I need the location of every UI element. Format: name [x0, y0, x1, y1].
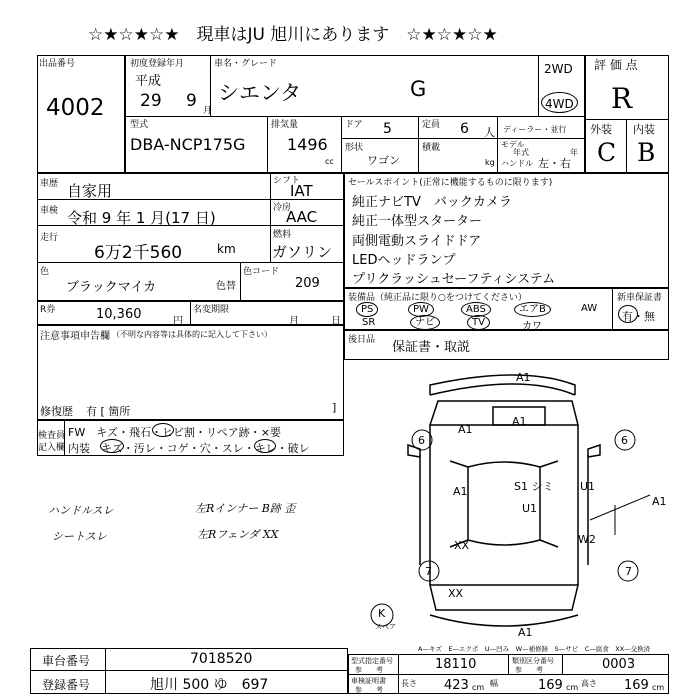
load-unit: kg	[485, 158, 495, 167]
handwritten-note-4: 左Rフェンダ XX	[197, 528, 279, 541]
registration-era: 平成	[135, 74, 162, 89]
doors-value: 5	[383, 121, 392, 137]
sales-point-4: LEDヘッドランプ	[352, 253, 456, 268]
type-designation-label: 型式指定番号	[351, 657, 393, 665]
dealer-label: ディーラー・並行	[503, 125, 567, 134]
warranty-value: 有・無	[622, 310, 655, 323]
equipment-ps: PS	[356, 302, 378, 317]
mileage-value: 6万2千560	[94, 243, 183, 263]
repair-label: 修復歴	[40, 405, 73, 418]
class-number-label: 類別区分番号	[512, 657, 554, 665]
mark-a1-left: A1	[453, 485, 468, 498]
inspector-label-2: 記入欄	[38, 443, 66, 453]
mark-a1-front-left: A1	[458, 423, 473, 436]
inspector-circle-1	[152, 423, 174, 437]
mark-u1-center: U1	[522, 502, 538, 515]
dims-length-unit: cm	[472, 683, 485, 692]
warranty-label: 新車保証書	[617, 293, 663, 303]
mark-7-left: 7	[425, 565, 432, 578]
drive-4wd	[541, 92, 578, 113]
dims-height-unit: cm	[652, 683, 665, 692]
dims-length-value: 423	[444, 678, 469, 693]
mileage-label: 走行	[40, 233, 59, 243]
displacement-label: 排気量	[271, 120, 299, 130]
equipment-sr: SR	[362, 317, 376, 328]
mark-6-right: 6	[621, 434, 628, 447]
shift-value: IAT	[290, 182, 313, 200]
name-change-day: 日	[331, 316, 341, 327]
load-label: 積載	[422, 143, 441, 153]
displacement-value: 1496	[287, 135, 328, 154]
inspector-circle-3	[254, 439, 276, 453]
equipment-leather: カワ	[522, 321, 542, 332]
dims-width-label: 幅	[490, 679, 498, 688]
model-name: シエンタ	[218, 81, 302, 105]
drive-4wd-label: 4WD	[545, 97, 574, 111]
equipment-abs: ABS	[461, 302, 491, 317]
inspector-row-1: FW キズ・飛石・ヒビ割・リペア跡・×要	[68, 426, 281, 439]
mark-a1-right: A1	[652, 495, 667, 508]
mileage-unit: km	[217, 242, 236, 256]
sales-point-3: 両側電動スライドドア	[352, 234, 482, 249]
inspector-label-1: 検査員	[38, 431, 66, 441]
grade-eval-ext: C	[597, 138, 617, 167]
usage-label: 車歴	[40, 179, 59, 189]
sales-points-label: セールスポイント(正常に機能するものに限ります)	[348, 178, 553, 188]
registration-month-unit: 月	[203, 106, 213, 116]
name-change-label: 名変期限	[193, 305, 230, 315]
model-grade: G	[410, 77, 427, 101]
sales-point-2: 純正一体型スターター	[352, 214, 483, 229]
capacity-label: 定員	[422, 120, 441, 130]
model-year-label1: モデル	[501, 140, 525, 149]
capacity-value: 6	[460, 121, 469, 137]
dims-sub: 参 考	[355, 686, 383, 694]
grade-eval-int-label: 内装	[633, 123, 655, 136]
dims-width-unit: cm	[566, 683, 579, 692]
inspector-circle-2	[100, 439, 124, 453]
name-change-month: 月	[289, 316, 299, 327]
grade-eval-label: 評 価 点	[594, 58, 638, 72]
registration-month: 9	[186, 91, 197, 111]
equipment-tv: TV	[467, 315, 490, 330]
aircon-label: 冷房	[273, 203, 292, 213]
notes-label: 注意事項申告欄	[40, 331, 110, 342]
fuel-value: ガソリン	[272, 243, 333, 261]
drive-2wd: 2WD	[544, 62, 573, 76]
equipment-aw: AW	[581, 303, 598, 314]
color-label: 色	[40, 267, 50, 277]
plate-label: 登録番号	[42, 678, 91, 692]
inspector-row-2: 内装 キズ・汚レ・コゲ・穴・スレ・キレ・破レ	[68, 442, 310, 455]
dims-length-label: 長さ	[401, 679, 417, 688]
header-banner: ☆★☆★☆★ 現車はJU 旭川にあります ☆★☆★☆★	[88, 25, 498, 45]
damage-legend: A—キズ E—エクボ U—凹み W—補修跡 S—サビ C—腐食 XX—交換済	[418, 645, 651, 653]
capacity-unit: 人	[484, 126, 495, 139]
lot-label: 出品番号	[39, 59, 76, 69]
recycle-unit: 円	[173, 316, 183, 327]
equipment-pw: PW	[408, 302, 434, 317]
handle-label: ハンドル	[501, 159, 533, 168]
type-designation-value: 18110	[435, 657, 477, 672]
lot-number: 4002	[46, 95, 105, 121]
grade-eval-score: R	[611, 82, 633, 115]
usage-value: 自家用	[67, 182, 113, 200]
type-value: DBA-NCP175G	[130, 135, 246, 154]
inspection-value: 令和 9 年 1 月(17 日)	[67, 209, 216, 227]
grade-eval-ext-label: 外装	[590, 123, 612, 136]
mark-u1-right: U1	[580, 480, 596, 493]
shape-label: 形状	[345, 143, 364, 153]
mark-k: K	[378, 607, 386, 620]
equipment-label: 装備品（純正品に限り○をつけてください）	[348, 293, 527, 303]
mark-xx-rear: XX	[448, 587, 464, 600]
shift-label: シフト	[273, 176, 301, 186]
aircon-value: AAC	[286, 208, 318, 226]
warranty-circle	[618, 305, 638, 323]
mark-6-left: 6	[418, 434, 425, 447]
model-year-label2: 年式	[513, 148, 529, 157]
handle-value: 左・右	[538, 157, 571, 170]
handwritten-note-3: 左Rインナー B跡 歪	[195, 502, 296, 515]
mark-spare: スペア	[375, 623, 396, 631]
inspection-label: 車検	[40, 206, 59, 216]
chassis-label: 車台番号	[42, 654, 91, 668]
notes-sub: （不明な内容等は具体的に記入して下さい）	[112, 330, 272, 339]
mark-a1-front-right: A1	[512, 415, 527, 428]
color-value: ブラックマイカ	[66, 280, 157, 295]
grade-eval-int: B	[637, 138, 656, 167]
equipment-airbag: エアB	[514, 302, 551, 317]
mark-w2: W2	[578, 533, 596, 546]
displacement-unit: cc	[325, 157, 334, 166]
class-number-value: 0003	[602, 657, 636, 672]
registration-label: 初度登録年月	[130, 59, 185, 69]
mark-a1-bottom: A1	[518, 626, 533, 639]
sales-point-1: 純正ナビTV バックカメラ	[352, 195, 512, 210]
sales-point-5: プリクラッシュセーフティシステム	[352, 272, 556, 287]
recycle-label: R券	[40, 305, 56, 315]
color-swap-label: 色替	[216, 281, 236, 292]
handwritten-note-1: ハンドルスレ	[48, 504, 114, 517]
car-damage-diagram	[375, 365, 690, 645]
shape-value: ワゴン	[367, 154, 400, 167]
recycle-value: 10,360	[96, 307, 142, 322]
repair-end: ]	[332, 401, 337, 414]
handwritten-note-2: シートスレ	[52, 530, 107, 543]
after-value: 保証書・取説	[392, 340, 471, 355]
mark-s1: S1 シミ	[514, 480, 554, 493]
equipment-navi: ナビ	[410, 315, 440, 330]
model-year-unit: 年	[570, 148, 578, 157]
chassis-value: 7018520	[190, 651, 253, 667]
dims-height-label: 高さ	[581, 679, 597, 688]
doors-label: ドア	[345, 120, 363, 130]
mark-a1-top: A1	[516, 371, 531, 384]
dims-label: 車検証明書	[351, 677, 386, 685]
type-designation-sub: 参 考	[355, 666, 383, 674]
dims-height-value: 169	[624, 678, 649, 693]
class-number-sub: 参 考	[515, 666, 543, 674]
fuel-label: 燃料	[273, 230, 292, 240]
registration-year: 29	[140, 91, 162, 111]
plate-value: 旭川 500 ゆ 697	[150, 677, 269, 693]
mark-xx-left: XX	[454, 539, 470, 552]
model-label: 車名・グレード	[214, 59, 278, 69]
color-code-label: 色コード	[243, 267, 280, 277]
after-label: 後日品	[348, 335, 376, 345]
repair-value: 有 [ 箇所	[86, 405, 131, 418]
dims-width-value: 169	[538, 678, 563, 693]
mark-7-right: 7	[625, 565, 632, 578]
color-code-value: 209	[295, 276, 320, 291]
type-label: 型式	[130, 120, 149, 130]
